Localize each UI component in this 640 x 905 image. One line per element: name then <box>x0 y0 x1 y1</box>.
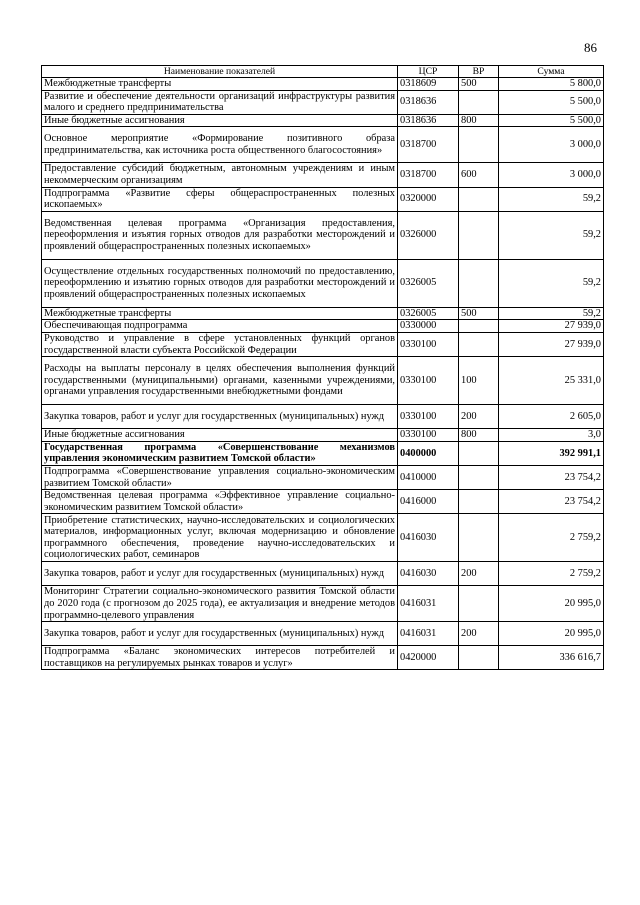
vr-cell: 200 <box>459 562 499 586</box>
name-cell: Государственная программа «Совершенствование механизмов управления экономическим развитием Томской области» <box>42 441 398 465</box>
sum-cell: 336 616,7 <box>499 646 604 670</box>
vr-cell <box>459 441 499 465</box>
csr-cell: 0420000 <box>398 646 459 670</box>
name-cell: Подпрограмма «Развитие сферы общераспространенных полезных ископаемых» <box>42 187 398 211</box>
name-cell: Развитие и обеспечение деятельности организаций инфраструктуры развития малого и среднего предпринимательства <box>42 90 398 114</box>
name-cell: Межбюджетные трансферты <box>42 78 398 91</box>
csr-cell: 0330000 <box>398 320 459 333</box>
header-vr: ВР <box>459 66 499 78</box>
vr-cell <box>459 465 499 489</box>
table-row <box>42 211 604 259</box>
sum-cell: 23 754,2 <box>499 490 604 514</box>
csr-cell: 0320000 <box>398 187 459 211</box>
name-cell: Межбюджетные трансферты <box>42 307 398 320</box>
csr-cell: 0318700 <box>398 127 459 163</box>
name-cell: Основное мероприятие «Формирование позитивного образа предпринимательства, как источника роста общественного благосостояния» <box>42 127 398 163</box>
sum-cell: 5 800,0 <box>499 78 604 91</box>
vr-cell: 600 <box>459 163 499 187</box>
csr-cell: 0326000 <box>398 211 459 259</box>
sum-cell: 59,2 <box>499 307 604 320</box>
vr-cell <box>459 586 499 622</box>
name-cell: Мониторинг Стратегии социально-экономического развития Томской области до 2020 года (с прогнозом до 2025 года), ее актуализация и внедрение методов программно-целевого управления <box>42 586 398 622</box>
table-row <box>42 163 604 187</box>
table-row <box>42 78 604 91</box>
vr-cell: 500 <box>459 78 499 91</box>
vr-cell: 200 <box>459 405 499 429</box>
vr-cell <box>459 127 499 163</box>
name-cell: Подпрограмма «Совершенствование управления социально-экономическим развитием Томской области» <box>42 465 398 489</box>
csr-cell: 0330100 <box>398 405 459 429</box>
sum-cell: 20 995,0 <box>499 586 604 622</box>
table-row <box>42 562 604 586</box>
csr-cell: 0416031 <box>398 622 459 646</box>
table-row <box>42 357 604 405</box>
sum-cell: 392 991,1 <box>499 441 604 465</box>
sum-cell: 23 754,2 <box>499 465 604 489</box>
table-row <box>42 90 604 114</box>
name-cell: Обеспечивающая подпрограмма <box>42 320 398 333</box>
vr-cell <box>459 211 499 259</box>
csr-cell: 0330100 <box>398 357 459 405</box>
sum-cell: 2 759,2 <box>499 514 604 562</box>
name-cell: Приобретение статистических, научно-исследовательских и социологических материалов, информационных услуг, включая модернизацию и обновление программного обеспечения, проведение научно-исследовательских и социологических работ, семинаров <box>42 514 398 562</box>
sum-cell: 5 500,0 <box>499 114 604 127</box>
sum-cell: 3 000,0 <box>499 127 604 163</box>
table-row <box>42 187 604 211</box>
name-cell: Расходы на выплаты персоналу в целях обеспечения выполнения функций государственными (муниципальными) органами, казенными учреждениями, органами управления государственными внебюджетными фондами <box>42 357 398 405</box>
sum-cell: 27 939,0 <box>499 320 604 333</box>
sum-cell: 59,2 <box>499 211 604 259</box>
table-row <box>42 307 604 320</box>
table-row <box>42 429 604 442</box>
sum-cell: 20 995,0 <box>499 622 604 646</box>
table-row <box>42 127 604 163</box>
name-cell: Закупка товаров, работ и услуг для государственных (муниципальных) нужд <box>42 562 398 586</box>
vr-cell: 100 <box>459 357 499 405</box>
sum-cell: 2 605,0 <box>499 405 604 429</box>
table-row <box>42 259 604 307</box>
table-row <box>42 114 604 127</box>
table-row <box>42 646 604 670</box>
sum-cell: 25 331,0 <box>499 357 604 405</box>
vr-cell <box>459 259 499 307</box>
csr-cell: 0318609 <box>398 78 459 91</box>
name-cell: Закупка товаров, работ и услуг для государственных (муниципальных) нужд <box>42 622 398 646</box>
header-sum: Сумма <box>499 66 604 78</box>
vr-cell <box>459 90 499 114</box>
vr-cell: 800 <box>459 114 499 127</box>
csr-cell: 0326005 <box>398 259 459 307</box>
vr-cell: 800 <box>459 429 499 442</box>
table-row <box>42 586 604 622</box>
csr-cell: 0416030 <box>398 514 459 562</box>
vr-cell <box>459 646 499 670</box>
csr-cell: 0410000 <box>398 465 459 489</box>
table-row <box>42 514 604 562</box>
csr-cell: 0400000 <box>398 441 459 465</box>
vr-cell <box>459 332 499 356</box>
name-cell: Ведомственная целевая программа «Эффективное управление социально-экономическим развитием Томской области» <box>42 490 398 514</box>
name-cell: Подпрограмма «Баланс экономических интересов потребителей и поставщиков на регулируемых рынках товаров и услуг» <box>42 646 398 670</box>
header-name: Наименование показателей <box>42 66 398 78</box>
name-cell: Осуществление отдельных государственных полномочий по предоставлению, переоформлению и изъятию горных отводов для разработки месторождений и проявлений общераспространенных полезных ископаемых <box>42 259 398 307</box>
name-cell: Руководство и управление в сфере установленных функций органов государственной власти субъекта Российской Федерации <box>42 332 398 356</box>
table-body <box>42 78 604 670</box>
csr-cell: 0318636 <box>398 90 459 114</box>
sum-cell: 3,0 <box>499 429 604 442</box>
csr-cell: 0318636 <box>398 114 459 127</box>
sum-cell: 3 000,0 <box>499 163 604 187</box>
csr-cell: 0416000 <box>398 490 459 514</box>
vr-cell <box>459 514 499 562</box>
vr-cell: 200 <box>459 622 499 646</box>
table-row <box>42 441 604 465</box>
name-cell: Ведомственная целевая программа «Организация предоставления, переоформления и изъятия горных отводов для разработки месторождений и проявлений общераспространенных полезных ископаемых» <box>42 211 398 259</box>
sum-cell: 59,2 <box>499 187 604 211</box>
sum-cell: 59,2 <box>499 259 604 307</box>
vr-cell <box>459 490 499 514</box>
csr-cell: 0330100 <box>398 332 459 356</box>
vr-cell <box>459 320 499 333</box>
sum-cell: 5 500,0 <box>499 90 604 114</box>
table-header-row <box>42 66 604 78</box>
csr-cell: 0318700 <box>398 163 459 187</box>
table-row <box>42 465 604 489</box>
table-row <box>42 405 604 429</box>
sum-cell: 2 759,2 <box>499 562 604 586</box>
csr-cell: 0416030 <box>398 562 459 586</box>
table-row <box>42 320 604 333</box>
sum-cell: 27 939,0 <box>499 332 604 356</box>
name-cell: Закупка товаров, работ и услуг для государственных (муниципальных) нужд <box>42 405 398 429</box>
header-csr: ЦСР <box>398 66 459 78</box>
csr-cell: 0330100 <box>398 429 459 442</box>
name-cell: Предоставление субсидий бюджетным, автономным учреждениям и иным некоммерческим организациям <box>42 163 398 187</box>
page-number: 86 <box>584 40 597 55</box>
csr-cell: 0416031 <box>398 586 459 622</box>
vr-cell <box>459 187 499 211</box>
budget-table <box>41 65 604 670</box>
name-cell: Иные бюджетные ассигнования <box>42 114 398 127</box>
csr-cell: 0326005 <box>398 307 459 320</box>
table-row <box>42 490 604 514</box>
vr-cell: 500 <box>459 307 499 320</box>
name-cell: Иные бюджетные ассигнования <box>42 429 398 442</box>
table-row <box>42 622 604 646</box>
table-row <box>42 332 604 356</box>
